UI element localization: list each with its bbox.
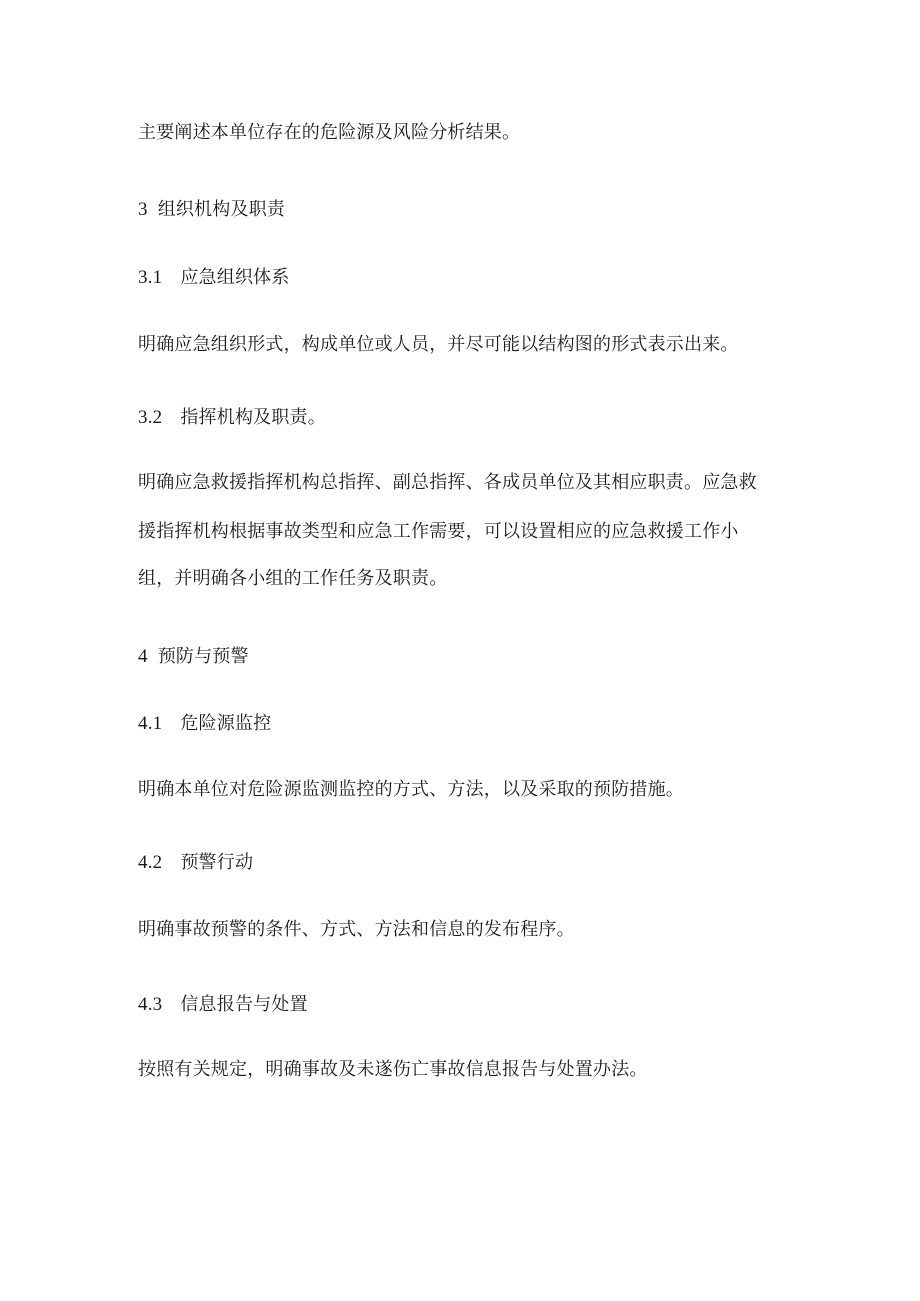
heading-title: 预防与预警 [157,646,249,667]
heading-title: 指挥机构及职责。 [180,407,326,428]
heading-section-4-3 [138,993,308,1017]
heading-number: 3 [138,199,148,220]
heading-section-4-1 [138,712,271,736]
paragraph-hazard-monitoring [138,778,684,802]
paragraph-line: 明确应急组织形式，构成单位或人员，并尽可能以结构图的形式表示出来。 [138,334,739,355]
heading-number: 3.2 [138,407,163,428]
paragraph-line: 主要阐述本单位存在的危险源及风险分析结果。 [138,122,521,143]
paragraph-risk-analysis [138,121,520,145]
heading-title: 危险源监控 [180,713,272,734]
paragraph-line: 组，并明确各小组的工作任务及职责。 [138,568,448,589]
heading-number: 3.1 [138,267,163,288]
heading-section-3-2 [138,406,326,430]
heading-number: 4 [138,646,148,667]
heading-number: 4.3 [138,994,163,1015]
paragraph-line: 明确本单位对危险源监测监控的方式、方法，以及采取的预防措施。 [138,779,684,800]
paragraph-command-line-2 [138,520,739,544]
paragraph-org-form [138,333,739,357]
paragraph-line: 明确应急救援指挥机构总指挥、副总指挥、各成员单位及其相应职责。应急救 [138,472,757,493]
heading-section-3 [138,198,285,222]
paragraph-line: 按照有关规定，明确事故及未遂伤亡事故信息报告与处置办法。 [138,1059,648,1080]
heading-title: 预警行动 [180,852,254,873]
heading-title: 组织机构及职责 [157,199,286,220]
paragraph-warning-conditions [138,918,575,942]
heading-section-3-1 [138,266,290,290]
paragraph-command-line-1 [138,471,757,495]
heading-section-4-2 [138,851,253,875]
heading-number: 4.2 [138,852,163,873]
paragraph-line: 援指挥机构根据事故类型和应急工作需要，可以设置相应的应急救援工作小 [138,521,739,542]
heading-number: 4.1 [138,713,163,734]
paragraph-information-report [138,1058,648,1082]
heading-title: 信息报告与处置 [180,994,308,1015]
heading-title: 应急组织体系 [180,267,290,288]
paragraph-command-line-3 [138,567,447,591]
heading-section-4 [138,645,249,669]
paragraph-line: 明确事故预警的条件、方式、方法和信息的发布程序。 [138,919,575,940]
